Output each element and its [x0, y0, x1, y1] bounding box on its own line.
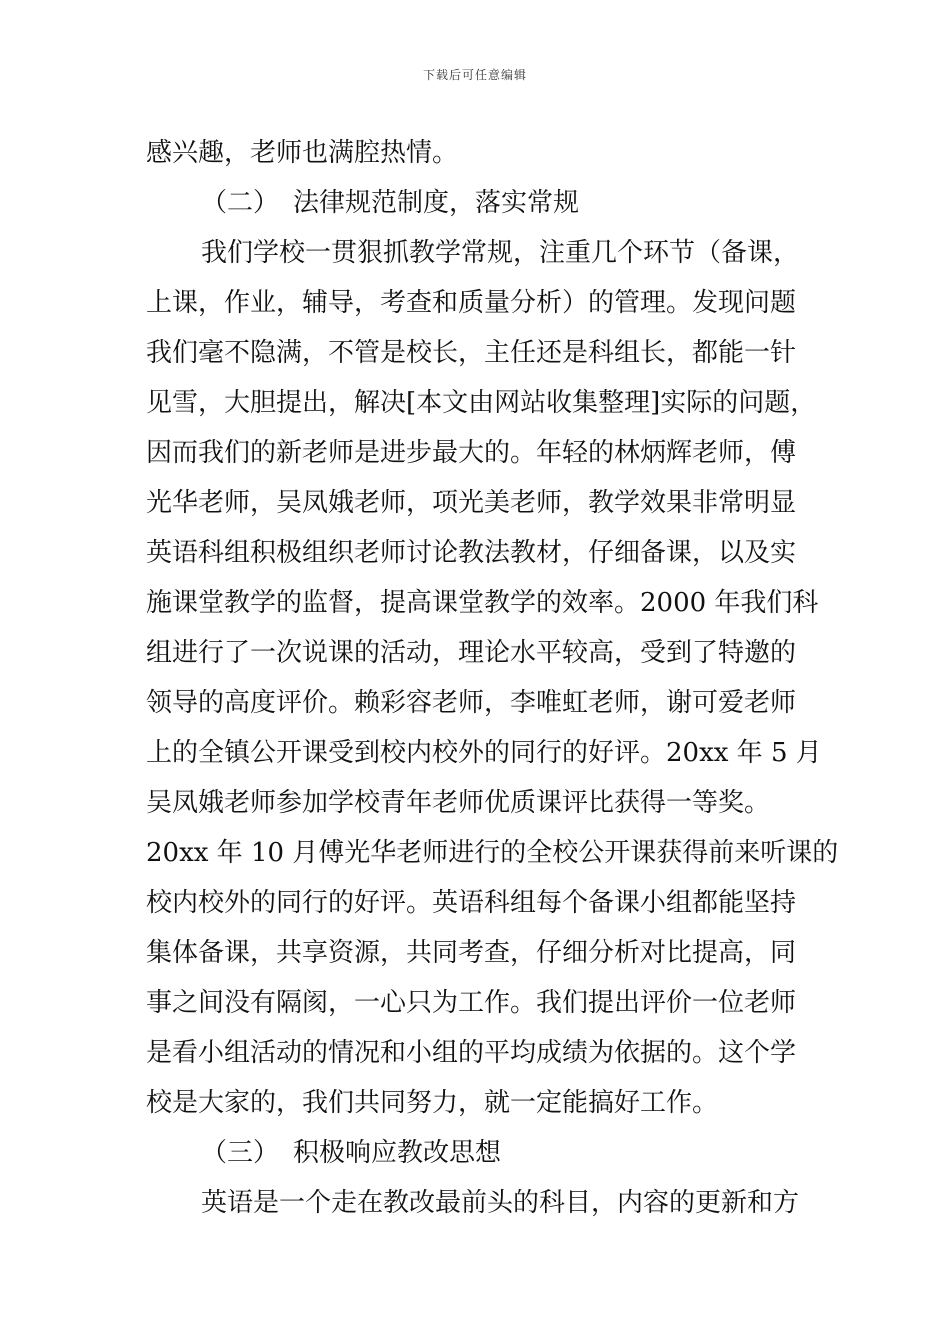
text-line	[146, 378, 826, 428]
line-text: 施课堂教学的监督，提高课堂教学的效率。2000 年我们科	[146, 588, 819, 618]
section-title: 积极响应教改思想	[293, 1138, 502, 1168]
text-line	[146, 1028, 826, 1078]
line-text: 20xx 年 10 月傅光华老师进行的全校公开课获得前来听课的	[146, 838, 839, 868]
text-line	[146, 128, 826, 178]
line-text: 是看小组活动的情况和小组的平均成绩为依据的。这个学	[146, 1038, 797, 1068]
line-text: 我们毫不隐满，不管是校长，主任还是科组长，都能一针	[146, 338, 797, 368]
section-heading	[146, 1128, 826, 1178]
line-text: 见雪，大胆提出，解决[本文由网站收集整理]实际的问题，	[146, 388, 817, 418]
text-line	[146, 1078, 826, 1128]
line-text: 我们学校一贯狠抓教学常规，注重几个环节（备课，	[201, 238, 800, 268]
line-text: 感兴趣，老师也满腔热情。	[146, 138, 459, 168]
text-line	[146, 928, 826, 978]
text-line	[146, 678, 826, 728]
line-text: 事之间没有隔阂，一心只为工作。我们提出评价一位老师	[146, 988, 797, 1018]
line-text: 因而我们的新老师是进步最大的。年轻的林炳辉老师，傅	[146, 438, 797, 468]
line-text: 组进行了一次说课的活动，理论水平较高，受到了特邀的	[146, 638, 797, 668]
text-line	[146, 278, 826, 328]
section-number: （三）	[201, 1138, 280, 1168]
line-text: 集体备课，共享资源，共同考查，仔细分析对比提高，同	[146, 938, 797, 968]
text-line	[146, 478, 826, 528]
text-line	[146, 628, 826, 678]
line-text: 校是大家的，我们共同努力，就一定能搞好工作。	[146, 1088, 719, 1118]
text-line	[146, 428, 826, 478]
line-text: 吴凤娥老师参加学校青年老师优质课评比获得一等奖。	[146, 788, 771, 818]
text-line	[146, 878, 826, 928]
text-line	[146, 1178, 826, 1228]
text-line	[146, 978, 826, 1028]
line-text: 英语科组积极组织老师讨论教法教材，仔细备课，以及实	[146, 538, 797, 568]
text-line	[146, 328, 826, 378]
page-header: 下载后可任意编辑	[422, 68, 527, 82]
text-line	[146, 528, 826, 578]
line-text: 光华老师，吴凤娥老师，项光美老师，教学效果非常明显	[146, 488, 797, 518]
line-text: 英语是一个走在教改最前头的科目，内容的更新和方	[201, 1188, 800, 1218]
section-number: （二）	[201, 188, 280, 218]
line-text: 上的全镇公开课受到校内校外的同行的好评。20xx 年 5 月	[146, 738, 822, 768]
text-line	[146, 828, 839, 878]
section-title: 法律规范制度，落实常规	[293, 188, 580, 218]
section-heading	[146, 178, 826, 228]
text-line	[146, 728, 826, 778]
line-text: 校内校外的同行的好评。英语科组每个备课小组都能坚持	[146, 888, 797, 918]
document-body	[146, 128, 839, 1228]
line-text: 领导的高度评价。赖彩容老师，李唯虹老师，谢可爱老师	[146, 688, 797, 718]
text-line	[146, 778, 826, 828]
text-line	[146, 228, 826, 278]
line-text: 上课，作业，辅导，考查和质量分析）的管理。发现问题	[146, 288, 797, 318]
text-line	[146, 578, 826, 628]
